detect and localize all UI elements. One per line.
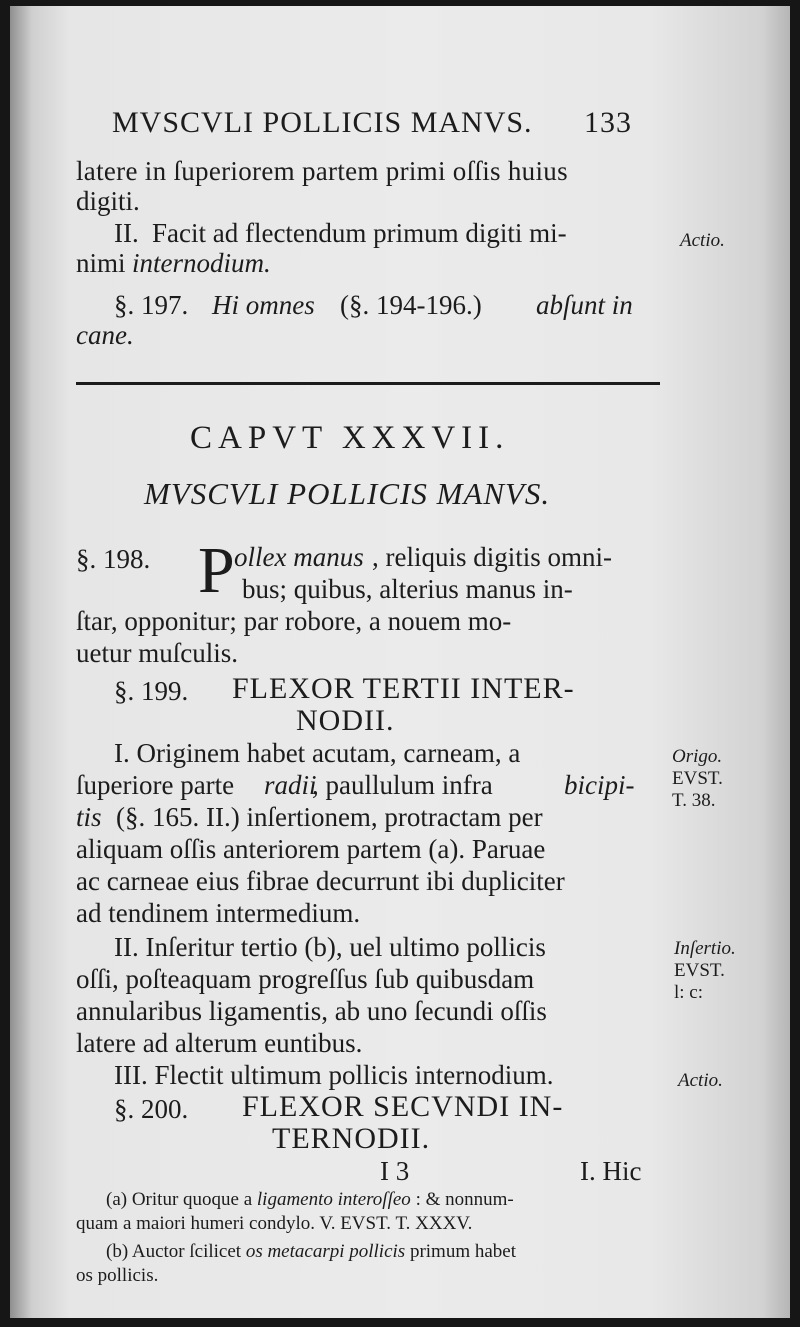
section-title: FLEXOR TERTII INTER- [232, 672, 575, 705]
footnote-a [106, 1188, 514, 1212]
margin-note-insertio: Inſertio. [674, 938, 736, 959]
text-line: (§. 165. II.) inſertionem, protractam per [116, 802, 543, 832]
footnote-text: (a) Oritur quoque a [106, 1189, 253, 1210]
margin-note-origo: Origo. [672, 746, 723, 767]
footnote-italic: os metacarpi pollicis [245, 1241, 406, 1262]
text-italic: abſunt in [536, 290, 633, 320]
text-italic: Hi omnes [212, 290, 315, 320]
text-italic: internodium. [132, 248, 271, 278]
margin-note-reference: l: c: [674, 982, 704, 1003]
text-line: oſſi, poſteaquam progreſſus ſub quibusdam [76, 964, 535, 994]
footnote-italic: ligamento interoſſeo [256, 1189, 411, 1210]
text-line: ad tendinem intermedium. [76, 898, 361, 928]
footnote-text: quam a maiori humeri condylo. V. EVST. T. XXXV. [76, 1213, 473, 1234]
book-page [10, 6, 790, 1318]
drop-capital: P [198, 534, 235, 607]
text-line: ſtar, opponitur; par robore, a nouem mo- [76, 606, 512, 636]
text-line: ac carneae eius fibrae decurrunt ibi dupliciter [76, 866, 565, 896]
section-number: §. 199. [114, 676, 189, 706]
section-number: §. 197. [114, 290, 189, 320]
text-line: uetur muſculis. [76, 638, 238, 668]
text-italic: radii [264, 770, 317, 800]
text-italic: bicipi- [564, 770, 635, 800]
page-number: 133 [584, 106, 632, 139]
margin-note-reference: EVST. [674, 960, 725, 981]
signature-mark: I 3 [380, 1156, 410, 1186]
margin-note-actio: Actio. [678, 1070, 723, 1091]
page-edge-shadow [762, 6, 790, 1318]
catchword: I. Hic [580, 1156, 642, 1186]
section-title: NODII. [296, 704, 395, 737]
text-italic: tis [76, 802, 102, 832]
section-title: TERNODII. [272, 1122, 431, 1155]
running-title: MVSCVLI POLLICIS MANVS. [112, 106, 533, 139]
footnote-text: (b) Auctor ſcilicet [106, 1241, 242, 1262]
footnote-text: primum habet [409, 1241, 517, 1262]
section-title: FLEXOR SECVNDI IN- [242, 1090, 564, 1123]
text-line: nimi [76, 248, 126, 278]
text-line: , reliquis digitis omni- [372, 542, 612, 572]
footnote-text: : & nonnum- [415, 1189, 514, 1210]
section-reference: (§. 194-196.) [340, 290, 482, 320]
section-rule [76, 382, 660, 385]
text-line: ſuperiore parte [76, 770, 235, 800]
text-line: III. Flectit ultimum pollicis internodium. [114, 1060, 554, 1090]
chapter-subtitle: MVSCVLI POLLICIS MANVS. [144, 476, 551, 511]
text-line: II. Inſeritur tertio (b), uel ultimo pollicis [114, 932, 546, 962]
text-line: I. Originem habet acutam, carneam, a [114, 738, 521, 768]
margin-note-reference: T. 38. [672, 790, 716, 811]
margin-note-reference: EVST. [672, 768, 723, 789]
text-line: latere ad alterum euntibus. [76, 1028, 363, 1058]
section-number: §. 198. [76, 544, 151, 574]
text-line: aliquam oſſis anteriorem partem (a). Paruae [76, 834, 546, 864]
margin-note-actio: Actio. [680, 230, 725, 251]
footnote-text: os pollicis. [76, 1265, 159, 1286]
text-line: Facit ad flectendum primum digiti mi- [152, 218, 567, 248]
text-line: digiti. [76, 186, 140, 216]
text-italic: ollex manus [234, 542, 364, 572]
text-line: annularibus ligamentis, ab uno ſecundi oſſis [76, 996, 547, 1026]
text-line: latere in ſuperiorem partem primi oſſis huius [76, 156, 568, 186]
section-number: §. 200. [114, 1094, 189, 1124]
item-number: II. [114, 218, 139, 248]
footnote-b [106, 1240, 516, 1264]
chapter-title: CAPVT XXXVII. [190, 420, 510, 456]
text-line: bus; quibus, alterius manus in- [242, 574, 573, 604]
text-line: , paullulum infra [312, 770, 493, 800]
text-italic: cane. [76, 320, 134, 350]
